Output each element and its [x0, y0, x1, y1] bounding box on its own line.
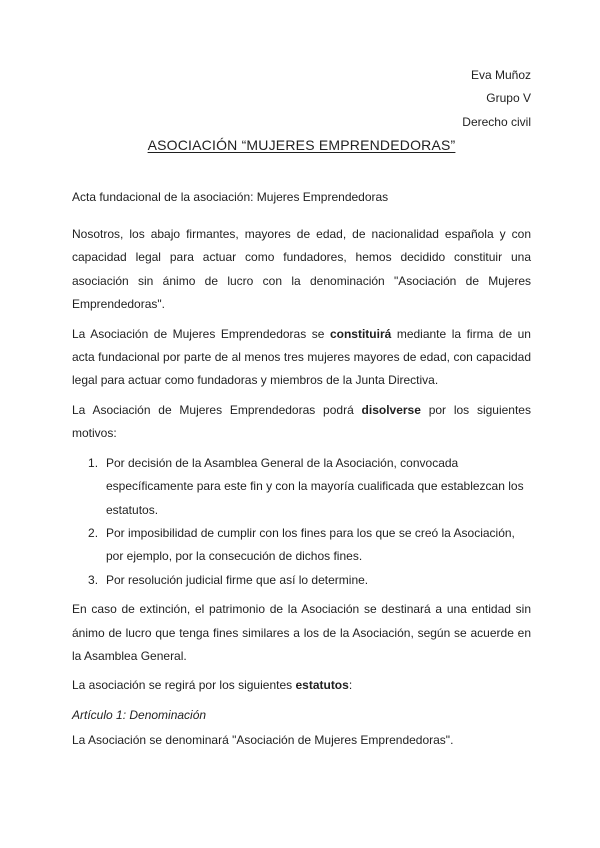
text-segment: :: [348, 678, 353, 693]
paragraph: [72, 674, 531, 697]
text-segment: por los siguientes motivos:: [72, 402, 531, 441]
paragraph: [72, 729, 531, 752]
paragraph: [72, 323, 531, 393]
author-subject: Derecho civil: [462, 114, 531, 129]
text-segment: La Asociación se denominará "Asociación de Mujeres Emprendedoras".: [72, 733, 454, 748]
text-segment: mediante la firma de un acta fundacional por parte de al menos tres mujeres mayores de edad, con capacidad legal para actuar como fundadoras y miembros de la Junta Directiva.: [72, 326, 531, 388]
numbered-list: [72, 452, 531, 592]
text-segment: La asociación se regirá por los siguientes: [72, 678, 296, 693]
list-item: Por resolución judicial firme que así lo determine.: [106, 572, 369, 587]
paragraph: [72, 704, 531, 727]
author-name: Eva Muñoz: [470, 68, 531, 82]
author-group: Grupo V: [486, 91, 531, 106]
text-segment: La Asociación de Mujeres Emprendedoras podrá: [72, 402, 362, 417]
document-subtitle: Acta fundacional de la asociación: Mujeres Emprendedoras: [72, 189, 389, 204]
text-segment: En caso de extinción, el patrimonio de la Asociación se destinará a una entidad sin ánimo de lucro que tenga fines similares a los de la Asociación, según se acuerde en la Asamblea General.: [72, 602, 531, 663]
text-segment: disolverse: [361, 402, 421, 417]
text-segment: constituirá: [329, 326, 392, 341]
document-body: [72, 223, 531, 753]
list-item: Por imposibilidad de cumplir con los fines para los que se creó la Asociación, por ejemplo, por la consecución de dichos fines.: [106, 525, 515, 564]
list-item: Por decisión de la Asamblea General de la Asociación, convocada específicamente para este fin y con la mayoría cualificada que establezcan los estatutos.: [106, 455, 524, 517]
author-block: [72, 64, 531, 134]
text-segment: estatutos: [295, 678, 349, 693]
text-segment: Nosotros, los abajo firmantes, mayores de edad, de nacionalidad española y con capacidad legal para actuar como fundadores, hemos decidido constituir una asociación sin ánimo de lucro con la denominación "Asociación de Mujeres Emprendedoras".: [72, 227, 531, 312]
paragraph: [72, 399, 531, 446]
document-title: ASOCIACIÓN “MUJERES EMPRENDEDORAS”: [147, 137, 456, 154]
text-segment: La Asociación de Mujeres Emprendedoras se: [72, 326, 330, 341]
text-segment: Artículo 1: Denominación: [72, 707, 207, 722]
paragraph: [72, 598, 531, 668]
paragraph: [72, 223, 531, 317]
